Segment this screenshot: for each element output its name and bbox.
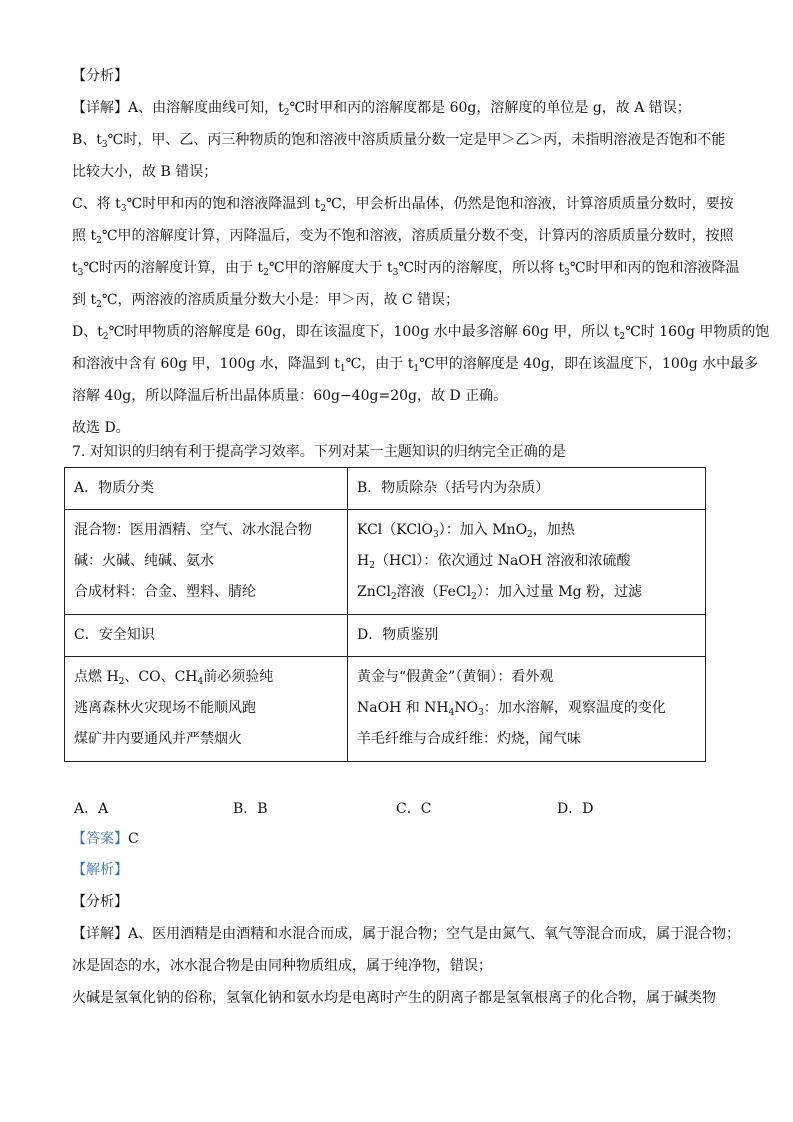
text: ℃时丙的溶解度，所以将 t bbox=[398, 260, 565, 276]
text: 和溶液中含有 60g 甲，100g 水，降温到 t bbox=[72, 356, 340, 372]
text: ℃，甲会析出晶体，仍然是饱和溶液，计算溶质质量分数时，要按 bbox=[326, 196, 734, 212]
text: ℃时丙的溶解度计算，由于 t bbox=[83, 260, 264, 276]
subscript: 3 bbox=[564, 268, 570, 278]
cell-line: 合成材料：合金、塑料、腈纶 bbox=[74, 584, 256, 600]
explanation-line-a bbox=[72, 98, 691, 123]
fenxi-label: 【分析】 bbox=[72, 894, 128, 910]
text: t bbox=[72, 260, 78, 276]
explanation-line-2c: 火碱是氢氧化钠的俗称，氢氧化钠和氨水均是电离时产生的阴离子都是氢氧根离子的化合物，属于碱类物 bbox=[72, 990, 716, 1006]
cell-line bbox=[357, 693, 696, 724]
cell-c bbox=[65, 657, 348, 762]
subscript: 3 bbox=[101, 140, 108, 150]
header-a: A．物质分类 bbox=[65, 468, 348, 510]
explanation-line-c2 bbox=[72, 226, 733, 251]
text: ℃，两溶液的溶质质量分数大小是：甲＞丙，故 C 错误； bbox=[101, 292, 460, 308]
text: ℃甲的溶解度计算，丙降温后，变为不饱和溶液，溶质质量分数不变，计算丙的溶质质量分数时，按照 bbox=[101, 228, 734, 244]
choice-a: A．A bbox=[74, 801, 109, 817]
explanation-line-d2 bbox=[72, 354, 758, 379]
subscript: 4 bbox=[197, 677, 204, 687]
subscript: 3 bbox=[478, 708, 484, 718]
text: H bbox=[357, 553, 370, 569]
text: ，加热 bbox=[532, 522, 575, 538]
subscript: 3 bbox=[120, 204, 127, 214]
answer-line bbox=[72, 829, 139, 849]
cell-line bbox=[357, 515, 696, 546]
explanation-line-b2: 比较大小，故 B 错误； bbox=[72, 164, 218, 180]
text: C、将 t bbox=[72, 196, 121, 212]
explanation-line-2a: 【详解】A、医用酒精是由酒精和水混合而成，属于混合物；空气是由氮气、氧气等混合而成，属于混合物； bbox=[72, 926, 741, 942]
knowledge-table bbox=[64, 467, 706, 762]
answer-label: 【答案】 bbox=[72, 831, 128, 847]
answer-value: C bbox=[128, 831, 139, 847]
header-d: D．物质鉴别 bbox=[348, 615, 706, 657]
text: ℃甲的溶解度大于 t bbox=[268, 260, 393, 276]
analysis-label: 【分析】 bbox=[72, 68, 128, 84]
text: D、t bbox=[72, 324, 103, 340]
text: B、t bbox=[72, 132, 102, 148]
text: 、CO、CH bbox=[124, 669, 198, 685]
text: NaOH 和 NH bbox=[357, 700, 449, 716]
text: 溶液（FeCl bbox=[396, 584, 472, 600]
subscript: 3 bbox=[392, 268, 399, 278]
text: （HCl）：依次通过 NaOH 溶液和浓硫酸 bbox=[374, 553, 631, 569]
subscript: 2 bbox=[96, 300, 102, 310]
cell-line: 黄金与“假黄金”（黄铜）：看外观 bbox=[357, 669, 554, 685]
subscript: 2 bbox=[320, 204, 327, 214]
jiexi-label: 【解析】 bbox=[72, 862, 128, 878]
cell-line bbox=[357, 546, 696, 577]
cell-d bbox=[348, 657, 706, 762]
subscript: 3 bbox=[433, 530, 439, 540]
subscript: 3 bbox=[77, 268, 84, 278]
explanation-line-c1 bbox=[72, 194, 734, 219]
subscript: 2 bbox=[390, 592, 397, 602]
conclusion-line: 故选 D。 bbox=[72, 420, 130, 436]
subscript: 2 bbox=[102, 332, 109, 342]
text: 到 t bbox=[72, 292, 97, 308]
subscript: 2 bbox=[619, 332, 626, 342]
subscript: 2 bbox=[471, 592, 477, 602]
text: ZnCl bbox=[357, 584, 391, 600]
cell-line bbox=[357, 577, 696, 608]
cell-line: 逃离森林火灾现场不能顺风跑 bbox=[74, 700, 256, 716]
header-b: B．物质除杂（括号内为杂质） bbox=[348, 468, 706, 510]
text: NO bbox=[454, 700, 479, 716]
text: 点燃 H bbox=[74, 669, 119, 685]
text: 【详解】A、由溶解度曲线可知，t bbox=[72, 100, 284, 116]
text: ℃时甲和丙的饱和溶液降温 bbox=[569, 260, 740, 276]
cell-line bbox=[74, 662, 338, 693]
choice-c: C．C bbox=[396, 801, 432, 817]
text: ：加水溶解，观察温度的变化 bbox=[483, 700, 666, 716]
cell-line: 煤矿井内要通风并严禁烟火 bbox=[74, 731, 242, 747]
subscript: 2 bbox=[118, 677, 125, 687]
cell-a bbox=[65, 510, 348, 615]
text: 前必须验纯 bbox=[203, 669, 274, 685]
text: 照 t bbox=[72, 228, 97, 244]
choice-d: D．D bbox=[557, 801, 594, 817]
header-c: C．安全知识 bbox=[65, 615, 348, 657]
subscript: 2 bbox=[96, 236, 102, 246]
explanation-line-2b: 冰是固态的水，冰水混合物是由同种物质组成，属于纯净物，错误； bbox=[72, 958, 492, 974]
subscript: 4 bbox=[448, 708, 455, 718]
explanation-line-b1 bbox=[72, 130, 725, 155]
cell-line: 羊毛纤维与合成纤维：灼烧，闻气味 bbox=[357, 731, 581, 747]
question-stem: 7. 对知识的归纳有利于提高学习效率。下列对某一主题知识的归纳完全正确的是 bbox=[72, 444, 566, 460]
subscript: 1 bbox=[339, 364, 346, 374]
cell-b bbox=[348, 510, 706, 615]
explanation-line-d1 bbox=[72, 322, 769, 347]
text: ℃时 160g 甲物质的饱 bbox=[625, 324, 770, 340]
explanation-line-d3: 溶解 40g，所以降温后析出晶体质量：60g−40g=20g，故 D 正确。 bbox=[72, 388, 508, 404]
explanation-line-c3 bbox=[72, 258, 740, 283]
text: ℃时甲和丙的饱和溶液降温到 t bbox=[126, 196, 321, 212]
text: ）：加入 MnO bbox=[438, 522, 528, 538]
choice-b: B．B bbox=[233, 801, 268, 817]
subscript: 1 bbox=[413, 364, 420, 374]
text: ℃甲的溶解度是 40g，即在该温度下，100g 水中最多 bbox=[419, 356, 759, 372]
text: ℃时甲物质的溶解度是 60g，即在该温度下，100g 水中最多溶解 60g 甲，所以 t bbox=[108, 324, 620, 340]
subscript: 2 bbox=[369, 561, 375, 571]
text: ℃，由于 t bbox=[345, 356, 414, 372]
text: ）：加入过量 Mg 粉，过滤 bbox=[476, 584, 643, 600]
explanation-line-c4 bbox=[72, 290, 459, 315]
text: ℃时甲和丙的溶解度都是 60g，溶解度的单位是 g，故 A 错误； bbox=[289, 100, 691, 116]
text: ℃时，甲、乙、丙三种物质的饱和溶液中溶质质量分数一定是甲＞乙＞丙，未指明溶液是否饱和不能 bbox=[107, 132, 726, 148]
cell-line: 混合物：医用酒精、空气、冰水混合物 bbox=[74, 522, 312, 538]
text: KCl（KClO bbox=[357, 522, 434, 538]
subscript: 2 bbox=[263, 268, 269, 278]
subscript: 2 bbox=[283, 108, 290, 118]
cell-line: 碱：火碱、纯碱、氨水 bbox=[74, 553, 214, 569]
subscript: 2 bbox=[527, 530, 533, 540]
